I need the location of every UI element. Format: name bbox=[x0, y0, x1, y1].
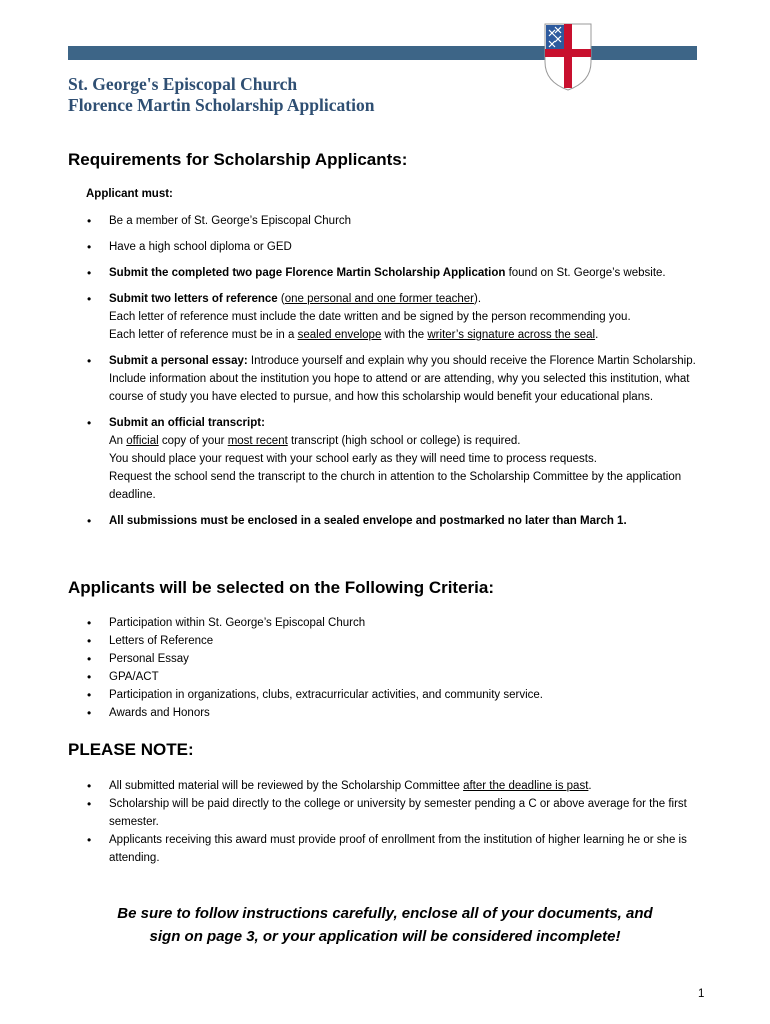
closing-line-1: Be sure to follow instructions carefully, enclose all of your documents, and bbox=[117, 905, 653, 922]
requirements-list bbox=[70, 212, 710, 530]
list-item: • Applicants receiving this award must provide proof of enrollment from the institution of higher learning he or she is attending. bbox=[70, 831, 710, 867]
church-name: St. George's Episcopal Church bbox=[68, 74, 298, 94]
list-item: • All submitted material will be reviewed by the Scholarship Committee after the deadline is past. bbox=[70, 777, 710, 795]
requirements-subheading: Applicant must: bbox=[86, 188, 173, 200]
list-item: • Participation within St. George’s Episcopal Church bbox=[70, 614, 710, 632]
note-list bbox=[70, 777, 710, 867]
list-item: • Be a member of St. George’s Episcopal Church bbox=[70, 212, 710, 230]
criteria-heading: Applicants will be selected on the Following Criteria: bbox=[68, 578, 495, 597]
list-item: • Submit an official transcript: An official copy of your most recent transcript (high school or college) is required. You should place your request with your school early as they will need time to process requests. Request the school send the transcript to the church in attention to the Scholarship Committee by the application deadline. bbox=[70, 414, 710, 504]
list-item: • Submit the completed two page Florence Martin Scholarship Application found on St. George’s website. bbox=[70, 264, 710, 282]
list-item: • Letters of Reference bbox=[70, 632, 710, 650]
list-item: • Awards and Honors bbox=[70, 704, 710, 722]
list-item: • Personal Essay bbox=[70, 650, 710, 668]
closing-statement bbox=[80, 902, 690, 948]
document-header bbox=[68, 74, 374, 116]
list-item: • Submit two letters of reference (one personal and one former teacher). Each letter of reference must include the date written and be signed by the person recommending you. Each letter of reference must be in a sealed envelope with the writer’s signature across the seal. bbox=[70, 290, 710, 344]
note-heading: PLEASE NOTE: bbox=[68, 740, 194, 759]
closing-line-2: sign on page 3, or your application will be considered incomplete! bbox=[149, 928, 621, 945]
criteria-list bbox=[70, 614, 710, 722]
list-item: • Participation in organizations, clubs, extracurricular activities, and community service. bbox=[70, 686, 710, 704]
list-item: • Have a high school diploma or GED bbox=[70, 238, 710, 256]
page-number: 1 bbox=[698, 988, 705, 1000]
list-item: • All submissions must be enclosed in a sealed envelope and postmarked no later than March 1. bbox=[70, 512, 710, 530]
episcopal-shield-icon bbox=[543, 22, 593, 92]
header-bar bbox=[68, 46, 697, 60]
list-item: • Scholarship will be paid directly to the college or university by semester pending a C or above average for the first semester. bbox=[70, 795, 710, 831]
list-item: • GPA/ACT bbox=[70, 668, 710, 686]
application-title: Florence Martin Scholarship Application bbox=[68, 95, 375, 115]
list-item: • Submit a personal essay: Introduce yourself and explain why you should receive the Florence Martin Scholarship. Include information about the institution you hope to attend or are attending, why you selected this institution, what course of study you have elected to pursue, and how this scholarship would benefit your educational plans. bbox=[70, 352, 710, 406]
requirements-heading: Requirements for Scholarship Applicants: bbox=[68, 150, 408, 169]
